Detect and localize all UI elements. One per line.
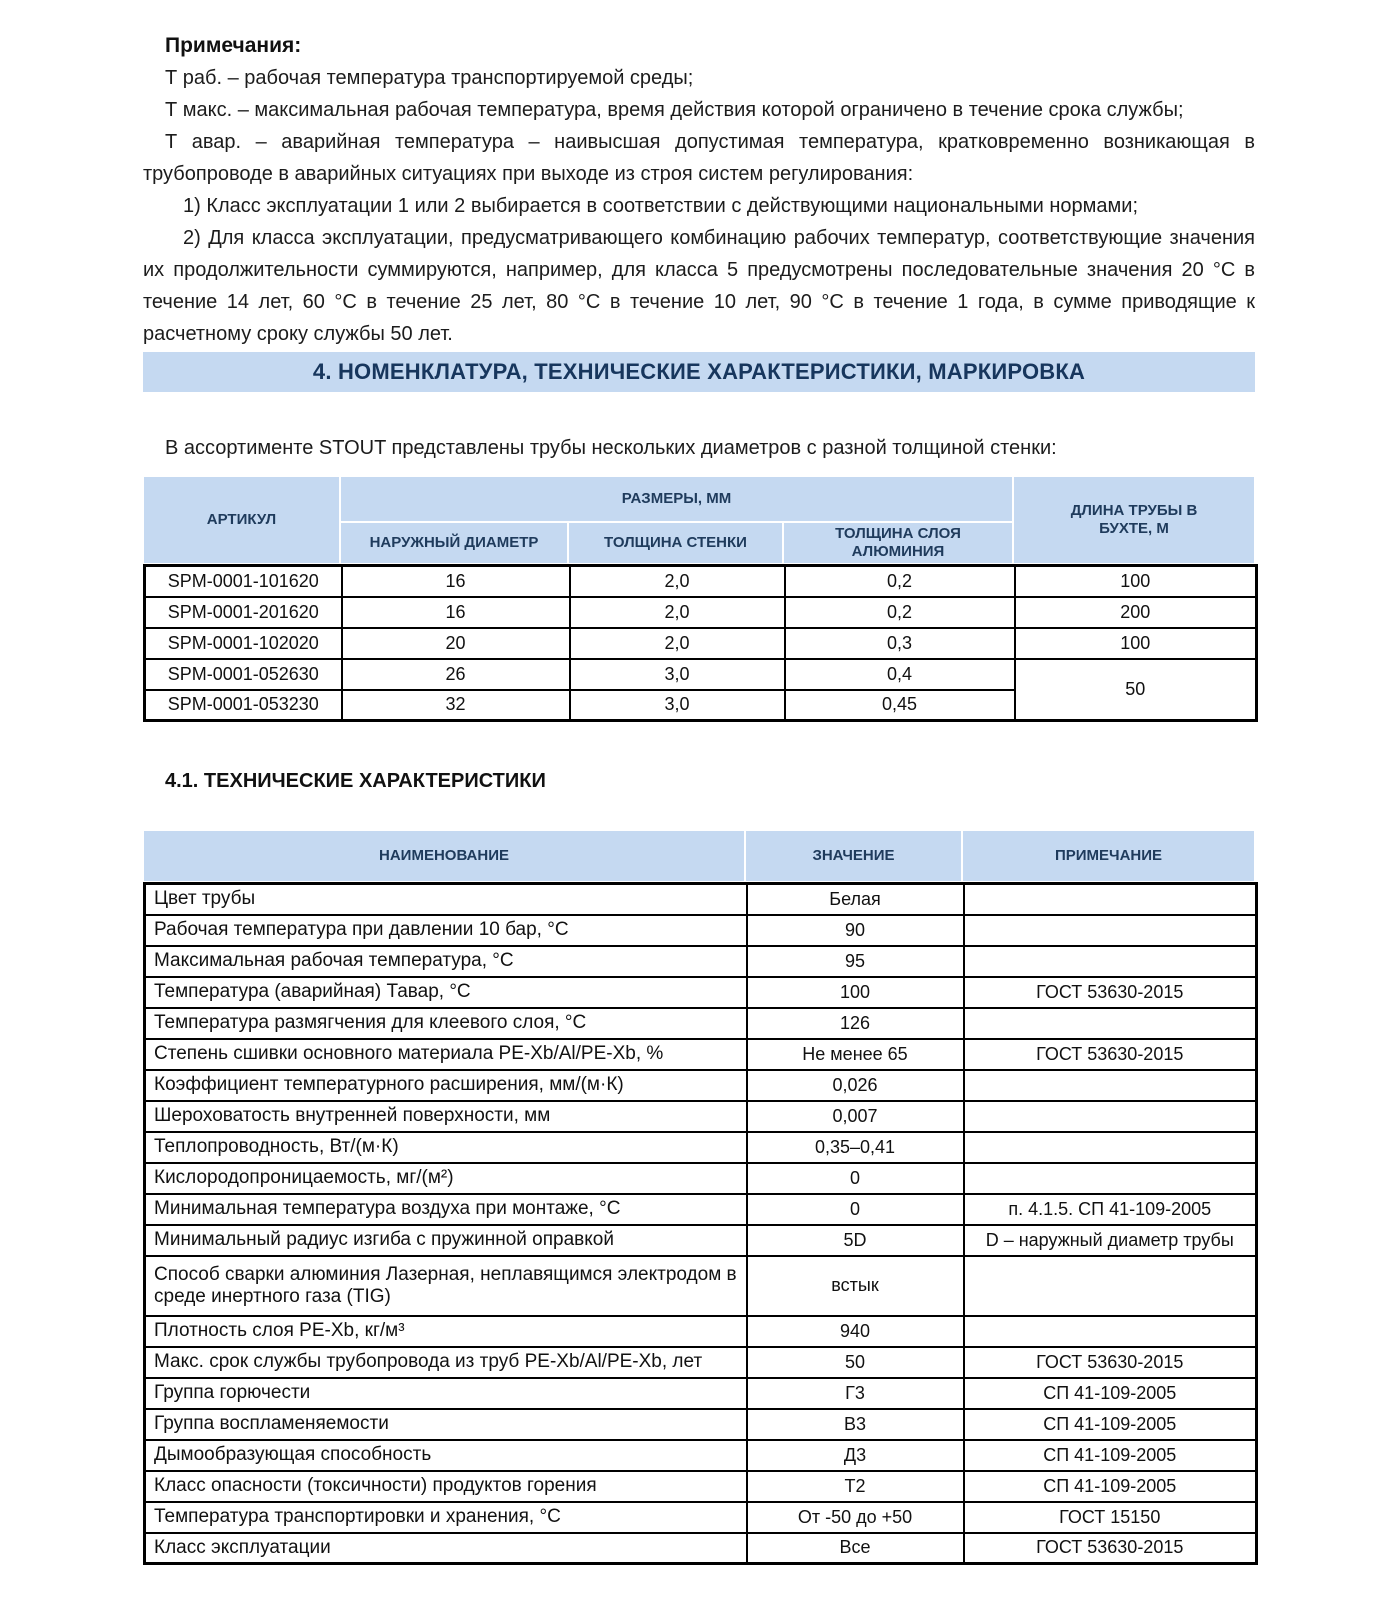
- spec-value: 0: [747, 1194, 964, 1225]
- table-row: [145, 1409, 1257, 1440]
- section-4-banner: [143, 352, 1255, 392]
- spec-value: 100: [747, 977, 964, 1008]
- spec-note: ГОСТ 53630-2015: [964, 977, 1257, 1008]
- spec-value: 90: [747, 915, 964, 946]
- spec-value: 0,35–0,41: [747, 1132, 964, 1163]
- spec-value: Г3: [747, 1378, 964, 1409]
- spec-name: Теплопроводность, Вт/(м·К): [145, 1132, 747, 1163]
- header-wall-thickness: ТОЛЩИНА СТЕНКИ: [568, 522, 783, 564]
- cell-length-merged: 50: [1015, 659, 1257, 721]
- spec-note: СП 41-109-2005: [964, 1378, 1257, 1409]
- spec-note: [964, 946, 1257, 977]
- spec-note: [964, 1101, 1257, 1132]
- spec-name: Температура транспортировки и хранения, °С: [145, 1502, 747, 1533]
- spec-name: Класс опасности (токсичности) продуктов горения: [145, 1471, 747, 1502]
- spec-note: СП 41-109-2005: [964, 1440, 1257, 1471]
- table-row: [145, 1347, 1257, 1378]
- spec-note: [964, 1070, 1257, 1101]
- cell-al: 0,2: [785, 566, 1015, 597]
- spec-value: От -50 до +50: [747, 1502, 964, 1533]
- spec-name: Температура (аварийная) Тавар, °С: [145, 977, 747, 1008]
- spec-note: СП 41-109-2005: [964, 1409, 1257, 1440]
- table-row: [145, 1440, 1257, 1471]
- spec-note: [964, 1008, 1257, 1039]
- note-item-2: 2) Для класса эксплуатации, предусматривающего комбинацию рабочих температур, соответствующие значения их продолжительности суммируются, например, для класса 5 предусмотрены последовательные значения 20 °С в течение 14 лет, 60 °С в течение 25 лет, 80 °С в течение 10 лет, 90 °С в течение 1 года, в сумме приводящие к расчетному сроку службы 50 лет.: [143, 227, 1255, 345]
- section-4-intro: В ассортименте STOUT представлены трубы нескольких диаметров с разной толщиной стенки:: [165, 437, 1057, 459]
- table-row: [145, 1008, 1257, 1039]
- header-al-thickness: ТОЛЩИНА СЛОЯ АЛЮМИНИЯ: [783, 522, 1013, 564]
- spec-note: СП 41-109-2005: [964, 1471, 1257, 1502]
- spec-name: Плотность слоя PE-Xb, кг/м³: [145, 1316, 747, 1347]
- notes-section: [143, 34, 1255, 350]
- cell-al: 0,3: [785, 628, 1015, 659]
- spec-note: [964, 884, 1257, 915]
- spec-name: Группа горючести: [145, 1378, 747, 1409]
- spec-value: 940: [747, 1316, 964, 1347]
- header-sizes-group: РАЗМЕРЫ, ММ: [340, 476, 1013, 522]
- table-row: [145, 566, 1257, 597]
- specs-table-header: [143, 830, 1255, 882]
- cell-wall: 3,0: [570, 690, 785, 721]
- spec-name: Макс. срок службы трубопровода из труб PE-Xb/Al/PE-Xb, лет: [145, 1347, 747, 1378]
- table-row: [145, 915, 1257, 946]
- cell-al: 0,2: [785, 597, 1015, 628]
- spec-name: Температура размягчения для клеевого слоя, °С: [145, 1008, 747, 1039]
- spec-name: Минимальная температура воздуха при монтаже, °С: [145, 1194, 747, 1225]
- spec-value: 0,026: [747, 1070, 964, 1101]
- spec-name: Способ сварки алюминия Лазерная, неплавящимся электродом в среде инертного газа (TIG): [145, 1256, 747, 1316]
- section-4-1-title: 4.1. ТЕХНИЧЕСКИЕ ХАРАКТЕРИСТИКИ: [165, 770, 546, 792]
- spec-value: Белая: [747, 884, 964, 915]
- spec-value: Д3: [747, 1440, 964, 1471]
- cell-diameter: 20: [342, 628, 570, 659]
- header-value: ЗНАЧЕНИЕ: [745, 830, 962, 882]
- spec-note: п. 4.1.5. СП 41-109-2005: [964, 1194, 1257, 1225]
- table-row: [145, 1256, 1257, 1316]
- cell-length: 100: [1015, 566, 1257, 597]
- spec-note: ГОСТ 53630-2015: [964, 1347, 1257, 1378]
- table-row: [145, 1101, 1257, 1132]
- spec-note: ГОСТ 15150: [964, 1502, 1257, 1533]
- cell-artikul: SPM-0001-101620: [145, 566, 342, 597]
- table-row: [145, 1378, 1257, 1409]
- cell-diameter: 16: [342, 566, 570, 597]
- spec-value: 50: [747, 1347, 964, 1378]
- spec-value: Не менее 65: [747, 1039, 964, 1070]
- spec-name: Дымообразующая способность: [145, 1440, 747, 1471]
- nomenclature-table-header: [143, 476, 1255, 564]
- cell-diameter: 32: [342, 690, 570, 721]
- header-artikul: АРТИКУЛ: [143, 476, 340, 564]
- spec-note: [964, 1132, 1257, 1163]
- spec-note: [964, 1256, 1257, 1316]
- cell-diameter: 16: [342, 597, 570, 628]
- specs-table: [143, 830, 1255, 1565]
- spec-name: Максимальная рабочая температура, °С: [145, 946, 747, 977]
- spec-name: Минимальный радиус изгиба с пружинной оправкой: [145, 1225, 747, 1256]
- note-t-avar: Т авар. – аварийная температура – наивысшая допустимая температура, кратковременно возникающая в трубопроводе в аварийных ситуациях при выходе из строя систем регулирования:: [143, 131, 1255, 185]
- spec-name: Группа воспламеняемости: [145, 1409, 747, 1440]
- section-4-title: 4. НОМЕНКЛАТУРА, ТЕХНИЧЕСКИЕ ХАРАКТЕРИСТИКИ, МАРКИРОВКА: [312, 359, 1086, 384]
- spec-name: Цвет трубы: [145, 884, 747, 915]
- note-item-1: 1) Класс эксплуатации 1 или 2 выбирается в соответствии с действующими национальными нормами;: [183, 195, 1139, 217]
- spec-note: D – наружный диаметр трубы: [964, 1225, 1257, 1256]
- spec-value: 126: [747, 1008, 964, 1039]
- spec-name: Класс эксплуатации: [145, 1533, 747, 1564]
- table-row: [145, 946, 1257, 977]
- spec-name: Коэффициент температурного расширения, мм/(м·К): [145, 1070, 747, 1101]
- table-row: [145, 1316, 1257, 1347]
- cell-artikul: SPM-0001-201620: [145, 597, 342, 628]
- spec-value: встык: [747, 1256, 964, 1316]
- header-note: ПРИМЕЧАНИЕ: [962, 830, 1255, 882]
- spec-value: 5D: [747, 1225, 964, 1256]
- cell-artikul: SPM-0001-053230: [145, 690, 342, 721]
- table-row: [145, 1502, 1257, 1533]
- table-row: [145, 1225, 1257, 1256]
- spec-value: 0,007: [747, 1101, 964, 1132]
- nomenclature-table: [143, 476, 1255, 722]
- notes-title: Примечания:: [165, 34, 302, 57]
- cell-al: 0,4: [785, 659, 1015, 690]
- cell-wall: 2,0: [570, 628, 785, 659]
- spec-note: [964, 915, 1257, 946]
- table-row: [145, 659, 1257, 690]
- header-coil-length: ДЛИНА ТРУБЫ В БУХТЕ, М: [1013, 476, 1255, 564]
- header-name: НАИМЕНОВАНИЕ: [143, 830, 745, 882]
- spec-name: Степень сшивки основного материала PE-Xb/Al/PE-Xb, %: [145, 1039, 747, 1070]
- spec-name: Рабочая температура при давлении 10 бар, °С: [145, 915, 747, 946]
- table-row: [145, 1070, 1257, 1101]
- cell-diameter: 26: [342, 659, 570, 690]
- spec-note: ГОСТ 53630-2015: [964, 1533, 1257, 1564]
- spec-note: ГОСТ 53630-2015: [964, 1039, 1257, 1070]
- spec-value: 95: [747, 946, 964, 977]
- spec-name: Шероховатость внутренней поверхности, мм: [145, 1101, 747, 1132]
- table-row: [145, 1533, 1257, 1564]
- note-t-rab: Т раб. – рабочая температура транспортируемой среды;: [165, 67, 694, 89]
- spec-name: Кислородопроницаемость, мг/(м²): [145, 1163, 747, 1194]
- table-row: [145, 1132, 1257, 1163]
- cell-length: 100: [1015, 628, 1257, 659]
- cell-wall: 2,0: [570, 597, 785, 628]
- table-row: [145, 1039, 1257, 1070]
- table-row: [145, 1194, 1257, 1225]
- cell-artikul: SPM-0001-052630: [145, 659, 342, 690]
- spec-note: [964, 1163, 1257, 1194]
- spec-value: Т2: [747, 1471, 964, 1502]
- table-row: [145, 628, 1257, 659]
- nomenclature-table-body: [143, 564, 1258, 722]
- cell-artikul: SPM-0001-102020: [145, 628, 342, 659]
- cell-wall: 3,0: [570, 659, 785, 690]
- spec-value: Все: [747, 1533, 964, 1564]
- table-row: [145, 1471, 1257, 1502]
- table-row: [145, 977, 1257, 1008]
- spec-value: В3: [747, 1409, 964, 1440]
- table-row: [145, 884, 1257, 915]
- cell-length: 200: [1015, 597, 1257, 628]
- header-outer-diameter: НАРУЖНЫЙ ДИАМЕТР: [340, 522, 568, 564]
- spec-value: 0: [747, 1163, 964, 1194]
- note-t-maks: Т макс. – максимальная рабочая температура, время действия которой ограничено в течение срока службы;: [165, 99, 1184, 121]
- spec-note: [964, 1316, 1257, 1347]
- specs-table-body: [143, 882, 1258, 1565]
- cell-al: 0,45: [785, 690, 1015, 721]
- cell-wall: 2,0: [570, 566, 785, 597]
- table-row: [145, 1163, 1257, 1194]
- table-row: [145, 597, 1257, 628]
